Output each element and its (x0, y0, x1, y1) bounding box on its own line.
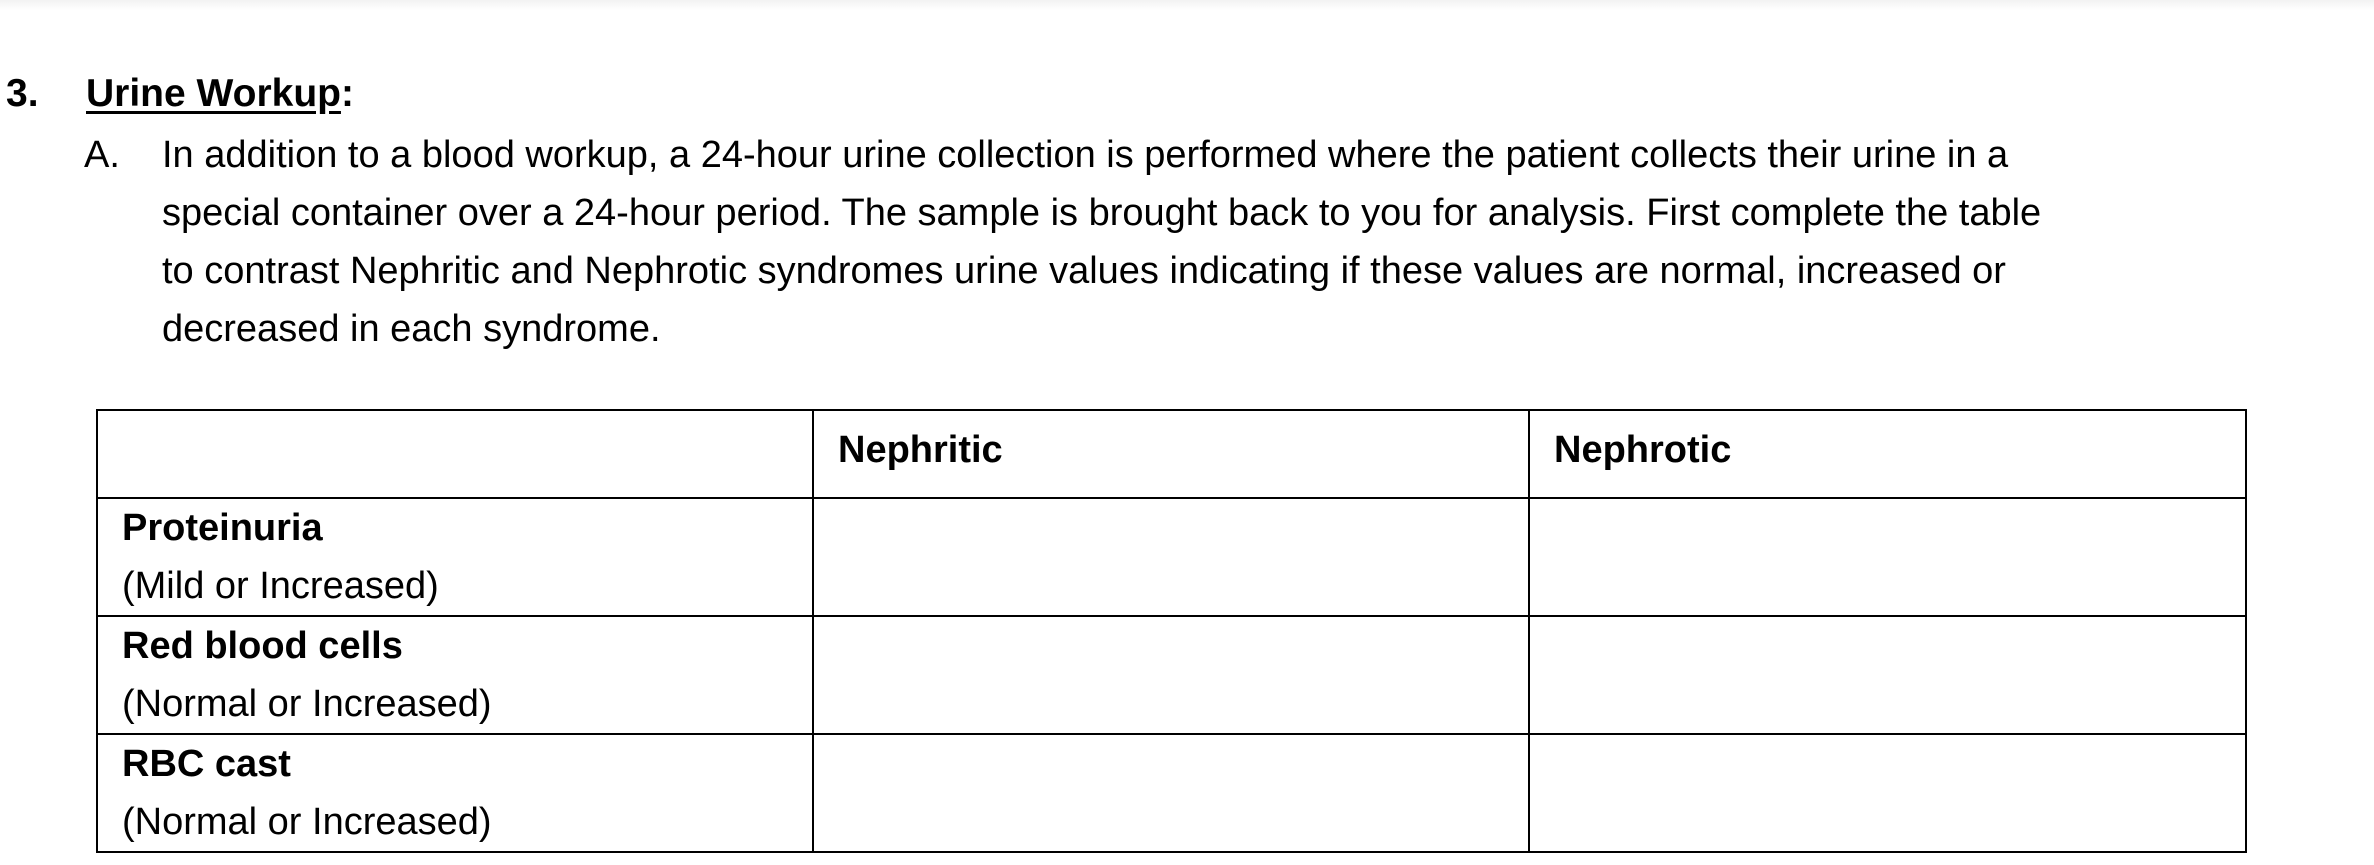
header-cell-empty (97, 410, 813, 498)
table-row-rbc-cast (97, 734, 2246, 852)
section-title-colon: : (340, 72, 354, 115)
header-cell-nephrotic: Nephrotic (1529, 410, 2246, 498)
paragraph-line: In addition to a blood workup, a 24-hour urine collection is performed where the patient collects their urine in a (162, 134, 2009, 176)
item-marker: A. (84, 134, 120, 176)
row-name: Proteinuria (122, 507, 323, 549)
nephrotic-answer-cell[interactable] (1529, 498, 2246, 616)
nephrotic-answer-cell[interactable] (1529, 734, 2246, 852)
row-name: Red blood cells (122, 625, 403, 667)
instruction-item (84, 126, 2344, 358)
section-heading (6, 68, 354, 120)
nephritic-answer-cell[interactable] (813, 616, 1529, 734)
table-row-proteinuria (97, 498, 2246, 616)
header-cell-nephritic: Nephritic (813, 410, 1529, 498)
paragraph-line: special container over a 24-hour period. The sample is brought back to you for analysis. First complete the table (162, 192, 2042, 234)
row-label-cell (97, 616, 813, 734)
urine-values-table (96, 409, 2247, 853)
section-title: Urine Workup (86, 72, 341, 115)
paragraph-line: to contrast Nephritic and Nephrotic syndromes urine values indicating if these values are normal, increased or (162, 250, 2006, 292)
row-hint: (Normal or Increased) (122, 801, 492, 843)
paragraph-line: decreased in each syndrome. (162, 308, 661, 350)
nephritic-answer-cell[interactable] (813, 498, 1529, 616)
row-label-cell (97, 498, 813, 616)
nephrotic-answer-cell[interactable] (1529, 616, 2246, 734)
top-edge-shade (0, 0, 2374, 10)
section-number: 3. (6, 72, 39, 115)
row-hint: (Normal or Increased) (122, 683, 492, 725)
table-row-red-blood-cells (97, 616, 2246, 734)
instruction-paragraph (162, 126, 2344, 358)
nephritic-answer-cell[interactable] (813, 734, 1529, 852)
row-hint: (Mild or Increased) (122, 565, 439, 607)
table-header-row (97, 410, 2246, 498)
row-label-cell (97, 734, 813, 852)
row-name: RBC cast (122, 743, 291, 785)
